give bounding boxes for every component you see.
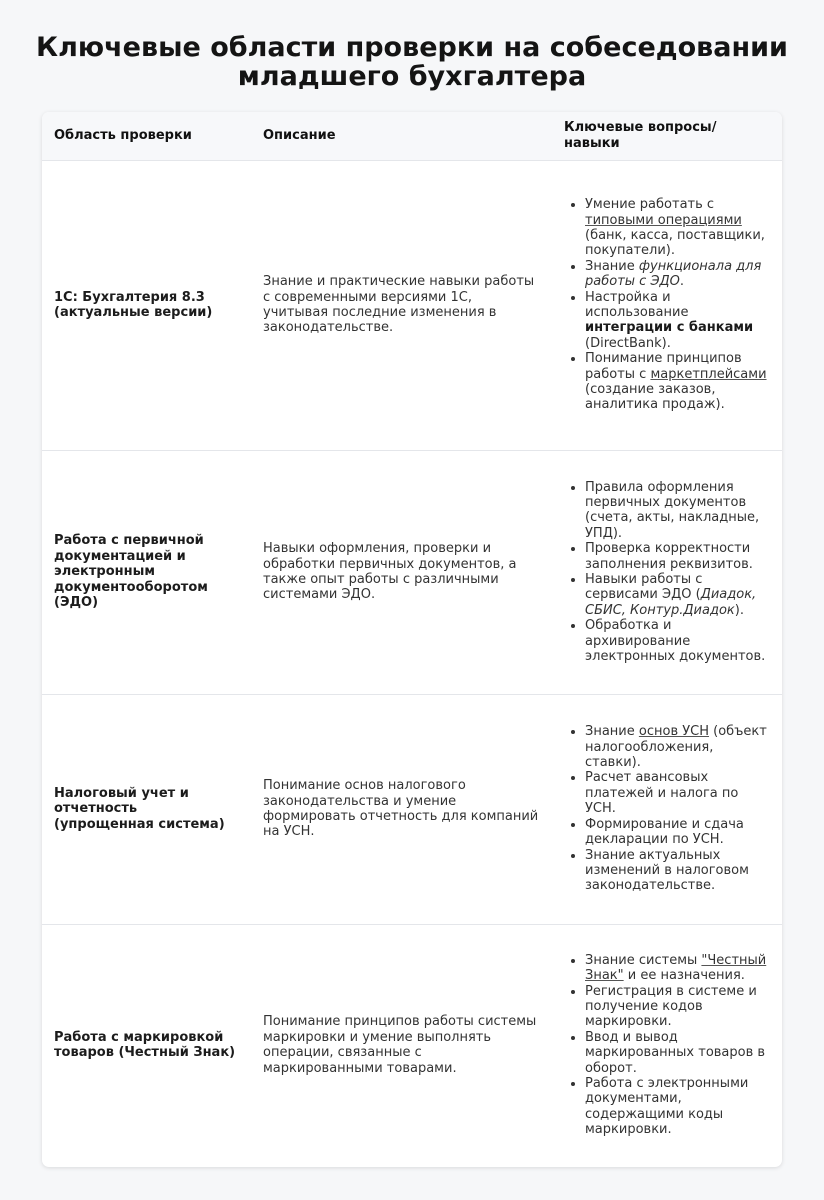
item-text: Ввод и вывод маркированных товаров в оборот.	[585, 1029, 766, 1076]
item-text: Работа с электронными документами, содержащими коды маркировки.	[585, 1076, 749, 1138]
page-title	[0, 0, 824, 91]
list-item	[585, 1030, 772, 1076]
row-questions	[553, 450, 782, 694]
page-title-line-1: Ключевые области проверки на собеседовании	[36, 32, 788, 63]
row-questions	[553, 160, 782, 450]
list-item	[585, 259, 772, 290]
item-emphasis: функционала для работы с ЭДО	[585, 258, 762, 290]
page-title-line-2: младшего бухгалтера	[237, 61, 587, 92]
item-text: Понимание принципов работы с	[585, 351, 742, 382]
list-item	[585, 984, 772, 1030]
row-area: Работа с маркировкой товаров (Честный Знак)	[54, 1029, 236, 1061]
list-item	[585, 572, 772, 618]
item-emphasis: Диадок, СБИС, Контур.Диадок	[585, 587, 757, 618]
list-item	[585, 724, 772, 770]
item-emphasis: типовыми операциями	[585, 212, 742, 228]
item-text: Знание	[585, 724, 639, 740]
header-questions: Ключевые вопросы/ навыки	[553, 112, 782, 160]
table-row	[42, 924, 782, 1166]
header-area: Область проверки	[42, 112, 252, 160]
list-item	[585, 848, 772, 894]
table-row	[42, 694, 782, 924]
row-description: Понимание принципов работы системы маркировки и умение выполнять операции, связанные с маркированными товарами.	[263, 1014, 537, 1076]
item-text: Знание актуальных изменений в налоговом законодательстве.	[585, 847, 749, 894]
questions-list	[564, 197, 772, 413]
list-item	[585, 953, 772, 984]
questions-list	[564, 480, 772, 665]
list-item	[585, 290, 772, 352]
table-card	[42, 112, 782, 1167]
table-row	[42, 160, 782, 450]
row-area: Работа с первичной документацией и электронным документооборотом (ЭДО)	[54, 533, 208, 611]
item-text: Настройка и использование	[585, 289, 689, 320]
item-text: Навыки работы с сервисами ЭДО (	[585, 572, 703, 603]
list-item	[585, 817, 772, 848]
list-item	[585, 770, 772, 816]
item-text: ).	[734, 602, 744, 618]
item-text: Расчет авансовых платежей и налога по УСН.	[585, 770, 739, 817]
row-questions	[553, 924, 782, 1166]
list-item	[585, 618, 772, 664]
item-text: Проверка корректности заполнения реквизитов.	[585, 541, 753, 572]
item-text: Правила оформления первичных документов (счета, акты, накладные, УПД).	[585, 479, 760, 541]
item-text: .	[679, 274, 685, 290]
table-header-row	[42, 112, 782, 160]
row-area: 1С: Бухгалтерия 8.3 (актуальные версии)	[54, 289, 213, 320]
list-item	[585, 197, 772, 259]
row-description: Навыки оформления, проверки и обработки первичных документов, а также опыт работы с различными системами ЭДО.	[263, 541, 517, 603]
row-area: Налоговый учет и отчетность (упрощенная система)	[54, 785, 225, 832]
item-text: Регистрация в системе и получение кодов маркировки.	[585, 983, 757, 1030]
interview-areas-table	[42, 112, 782, 1166]
item-text: Знание системы	[585, 952, 702, 968]
item-text: и ее назначения.	[623, 968, 745, 984]
list-item	[585, 351, 772, 413]
item-text: Обработка и архивирование электронных документов.	[585, 618, 766, 665]
row-description: Понимание основ налогового законодательства и умение формировать отчетность для компаний на УСН.	[263, 778, 539, 840]
item-text: (объект налогообложения, ставки).	[585, 724, 767, 771]
item-emphasis: интеграции с банками	[585, 320, 754, 336]
list-item	[585, 480, 772, 542]
item-text: Знание	[585, 258, 639, 274]
item-text: Формирование и сдача декларации по УСН.	[585, 816, 744, 848]
table-row	[42, 450, 782, 694]
item-emphasis: маркетплейсами	[650, 366, 767, 382]
row-description: Знание и практические навыки работы с современными версиями 1С, учитывая последние изменения в законодательстве.	[263, 274, 535, 336]
item-text: (банк, касса, поставщики, покупатели).	[585, 227, 765, 259]
item-emphasis: основ УСН	[638, 724, 710, 740]
questions-list	[564, 724, 772, 893]
item-text: (создание заказов, аналитика продаж).	[585, 382, 725, 413]
list-item	[585, 541, 772, 572]
item-text: (DirectBank).	[585, 335, 671, 351]
row-questions	[553, 694, 782, 924]
list-item	[585, 1076, 772, 1138]
item-emphasis: "Честный Знак"	[585, 952, 767, 984]
header-description: Описание	[252, 112, 553, 160]
questions-list	[564, 953, 772, 1138]
item-text: Умение работать с	[585, 197, 715, 213]
